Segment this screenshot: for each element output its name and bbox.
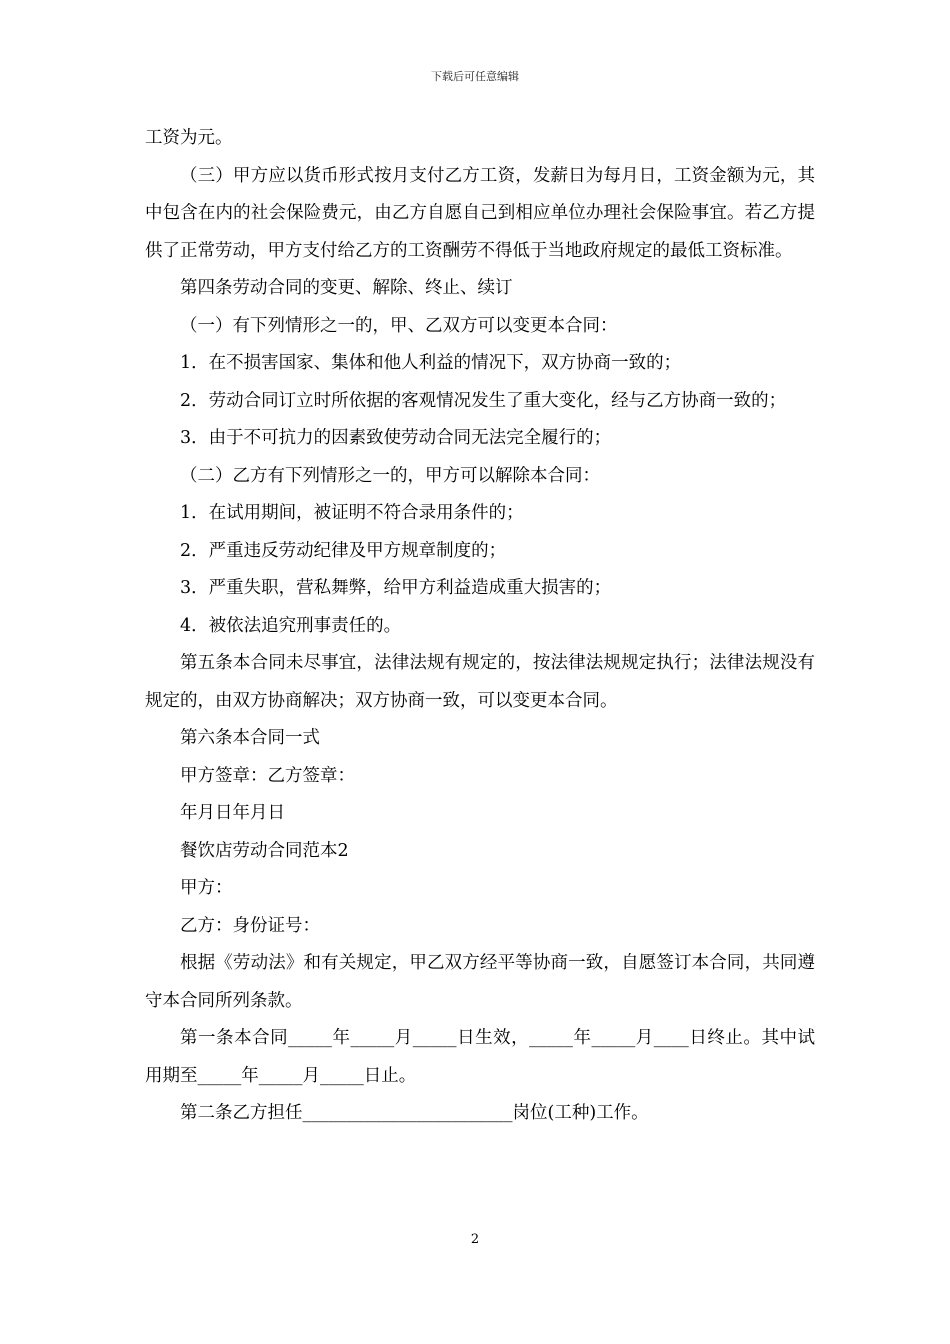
list-item: 3．由于不可抗力的因素致使劳动合同无法完全履行的； [180,428,612,448]
article-4-heading: 第四条劳动合同的变更、解除、终止、续订 [180,278,513,298]
party-b-line: 乙方：身份证号： [180,915,320,936]
article-2-text: 第二条乙方担任________________________岗位(工种)工作。 [180,1103,649,1123]
article-6-text: 第六条本合同一式 [180,728,320,748]
page-number: 2 [470,1232,480,1247]
date-line: 年月日年月日 [180,803,285,823]
article-5-text: 第五条本合同未尽事宜，法律法规有规定的，按法律法规规定执行；法律法规没有规定的，由双方协商解决；双方协商一致，可以变更本合同。 [145,653,815,711]
clause-change-heading: （一）有下列情形之一的，甲、乙双方可以变更本合同： [180,315,618,336]
section-title: 餐饮店劳动合同范本2 [180,840,349,861]
page-header: 下载后可任意编辑 [431,70,519,83]
article-1-text: 第一条本合同_____年_____月_____日生效，_____年_____月____日终止。其中试用期至_____年_____月_____日止。 [145,1028,815,1086]
list-item: 2．劳动合同订立时所依据的客观情况发生了重大变化，经与乙方协商一致的； [180,390,787,411]
list-item: 2．严重违反劳动纪律及甲方规章制度的； [180,540,507,561]
signature-line: 甲方签章：乙方签章： [180,765,355,786]
list-item: 1．在不损害国家、集体和他人利益的情况下，双方协商一致的； [180,353,682,373]
party-a-line: 甲方： [180,878,233,898]
paragraph-salary-payment: （三）甲方应以货币形式按月支付乙方工资，发薪日为每月日，工资金额为元，其中包含在内的社会保险费元，由乙方自愿自己到相应单位办理社会保险事宜。若乙方提供了正常劳动，甲方支付给乙方的工资酬劳不得低于当地政府规定的最低工资标准。 [145,165,815,261]
list-item: 4．被依法追究刑事责任的。 [180,615,402,636]
preamble-text: 根据《劳动法》和有关规定，甲乙双方经平等协商一致，自愿签订本合同，共同遵守本合同所列条款。 [145,953,815,1011]
list-item: 3．严重失职，营私舞弊，给甲方利益造成重大损害的； [180,578,612,598]
document-body [145,120,815,1133]
clause-termination-heading: （二）乙方有下列情形之一的，甲方可以解除本合同： [180,465,600,486]
list-item: 1．在试用期间，被证明不符合录用条件的； [180,503,524,523]
paragraph-salary-end: 工资为元。 [145,128,233,148]
